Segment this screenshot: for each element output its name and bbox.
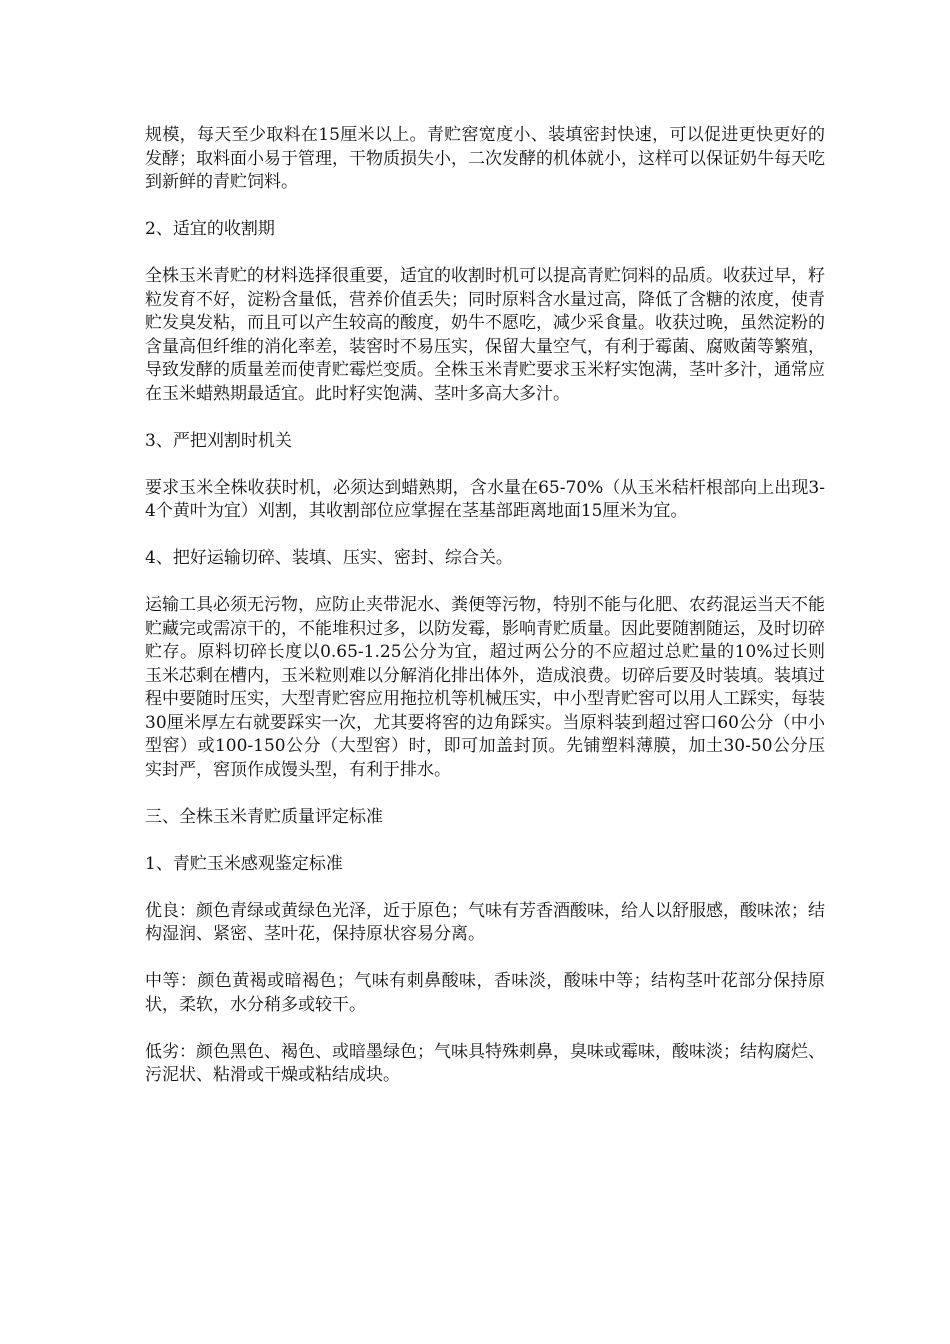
paragraph-grade-poor: 低劣：颜色黑色、褐色、或暗墨绿色；气味具特殊刺鼻，臭味或霉味，酸味淡；结构腐烂、污泥状、粘滑或干燥或粘结成块。: [145, 1041, 825, 1085]
paragraph-cutting-timing: 要求玉米全株收获时机，必须达到蜡熟期，含水量在65-70%（从玉米秸杆根部向上出现3-4个黄叶为宜）刈割，其收割部位应掌握在茎基部距离地面15厘米为宜。: [145, 477, 825, 521]
paragraph-grade-excellent: 优良：颜色青绿或黄绿色光泽，近于原色；气味有芳香酒酸味，给人以舒服感，酸味浓；结构湿润、紧密、茎叶花，保持原状容易分离。: [145, 900, 825, 944]
heading-quality-standards: 三、全株玉米青贮质量评定标准: [145, 806, 383, 827]
heading-cutting-timing: 3、严把刈割时机关: [145, 430, 292, 451]
heading-harvest-period: 2、适宜的收割期: [145, 219, 275, 239]
heading-transport-packing: 4、把好运输切碎、装填、压实、密封、综合关。: [145, 548, 513, 568]
paragraph-transport-packing: 运输工具必须无污物，应防止夹带泥水、粪便等污物，特别不能与化肥、农药混运当天不能贮藏完或需凉干的，不能堆积过多，以防发霉，影响青贮质量。因此要随割随运，及时切碎贮存。原料切碎长度以0.65-1.25公分为宜，超过两公分的不应超过总贮量的10%过长则玉米芯剩在槽内，玉米粒则难以分解消化排出体外，造成浪费。切碎后要及时装填。装填过程中要随时压实，大型青贮窖应用拖拉机等机械压实，中小型青贮窖可以用人工踩实，每装30厘米厚左右就要踩实一次，尤其要将窖的边角踩实。当原料装到超过窖口60公分（中小型窖）或100-150公分（大型窖）时，即可加盖封顶。先铺塑料薄膜，加土30-50公分压实封严，窖顶作成馒头型，有利于排水。: [145, 595, 825, 780]
paragraph-silo-size: 规模，每天至少取料在15厘米以上。青贮窖宽度小、装填密封快速，可以促进更快更好的发酵；取料面小易于管理，干物质损失小，二次发酵的机体就小，这样可以保证奶牛每天吃到新鲜的青贮饲料。: [145, 125, 825, 192]
paragraph-grade-medium: 中等：颜色黄褐或暗褐色；气味有刺鼻酸味，香味淡，酸味中等；结构茎叶花部分保持原状，柔软，水分稍多或较干。: [145, 971, 825, 1015]
document-body: [145, 124, 825, 1111]
paragraph-harvest-period: 全株玉米青贮的材料选择很重要，适宜的收割时机可以提高青贮饲料的品质。收获过早，籽粒发育不好，淀粉含量低，营养价值丢失；同时原料含水量过高，降低了含糖的浓度，使青贮发臭发粘，而且可以产生较高的酸度，奶牛不愿吃，减少采食量。收获过晚，虽然淀粉的含量高但纤维的消化率差，装窖时不易压实，保留大量空气，有利于霉菌、腐败菌等繁殖，导致发酵的质量差而使青贮霉烂变质。全株玉米青贮要求玉米籽实饱满，茎叶多汁，通常应在玉米蜡熟期最适宜。此时籽实饱满、茎叶多高大多汁。: [145, 266, 825, 404]
heading-sensory-standards: 1、青贮玉米感观鉴定标准: [145, 853, 343, 874]
